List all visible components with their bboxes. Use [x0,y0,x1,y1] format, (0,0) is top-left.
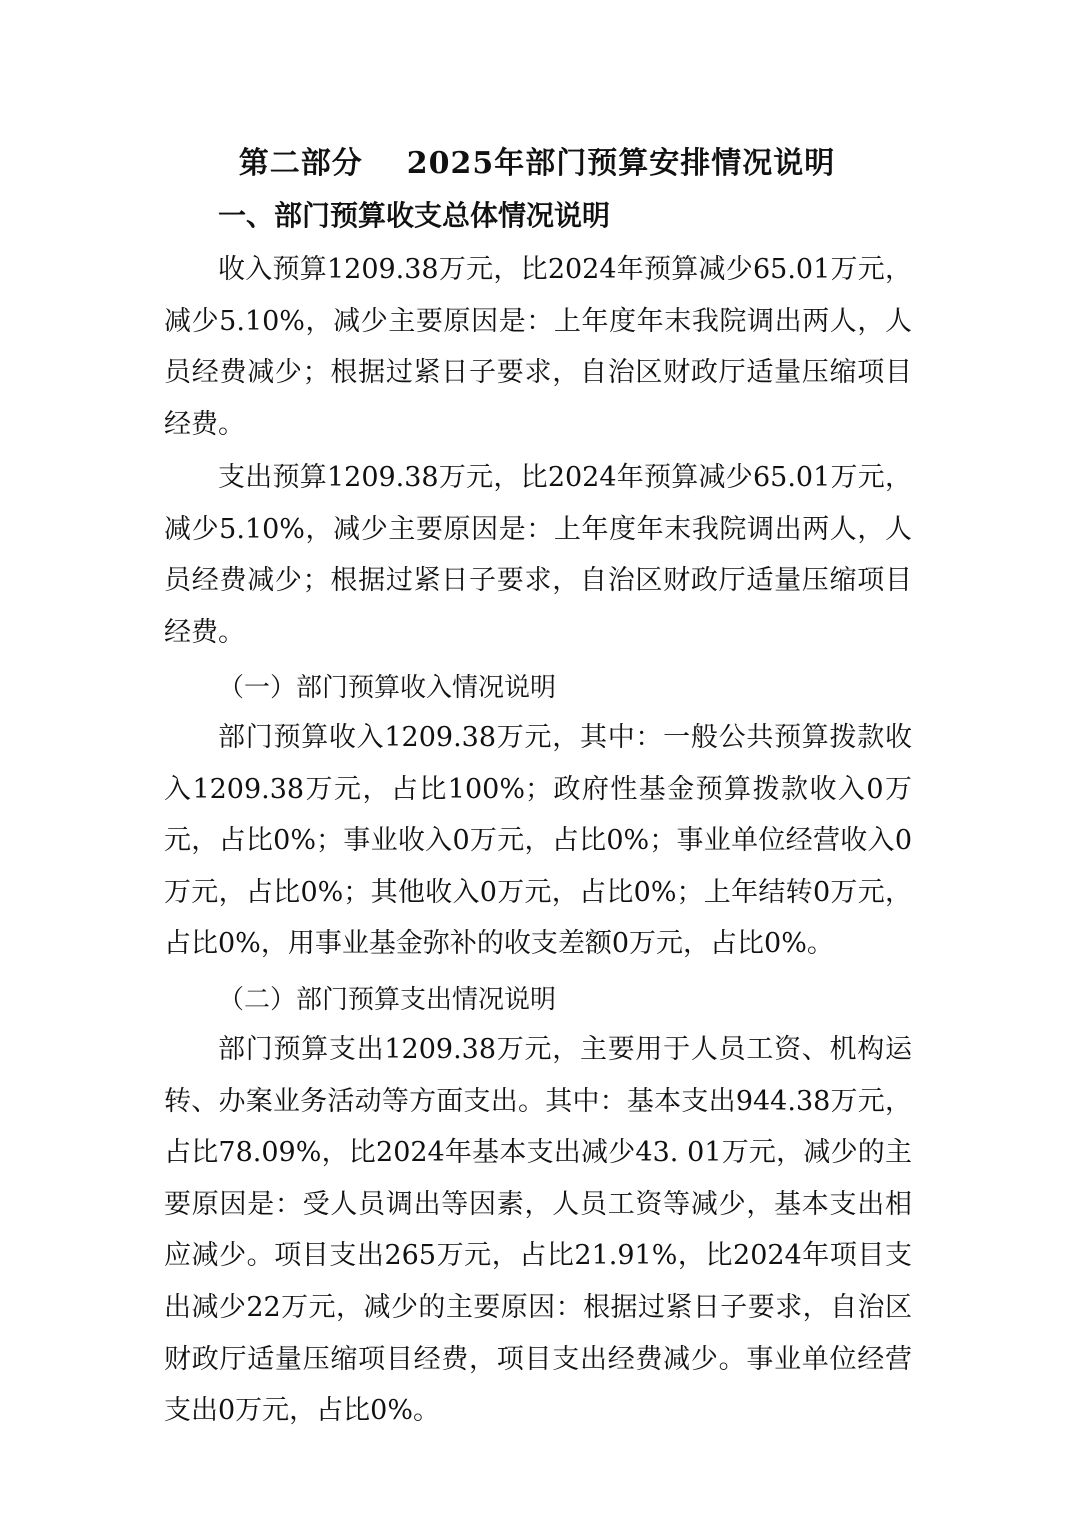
subsection2-heading: （二）部门预算支出情况说明 [218,985,557,1015]
title-main-text: 2025年部门预算安排情况说明 [406,146,836,181]
subsection1-heading: （一）部门预算收入情况说明 [218,673,557,703]
page-title [0,138,1074,182]
paragraph-income-detail: 部门预算收入1209.38万元，其中：一般公共预算拨款收入1209.38万元，占比100%；政府性基金预算拨款收入0万元，占比0%；事业收入0万元，占比0%；事业单位经营收入0万元，占比0%；其他收入0万元，占比0%；上年结转0万元，占比0%，用事业基金弥补的收支差额0万元，占比0%。 [164,722,912,960]
title-part-label: 第二部分 [238,146,363,181]
paragraph-income-overview: 收入预算1209.38万元，比2024年预算减少65.01万元，减少5.10%，减少主要原因是：上年度年末我院调出两人，人员经费减少；根据过紧日子要求，自治区财政厅适量压缩项目经费。 [164,254,912,440]
section1-heading: 一、部门预算收支总体情况说明 [218,199,611,232]
paragraph-expense-detail: 部门预算支出1209.38万元，主要用于人员工资、机构运转、办案业务活动等方面支出。其中：基本支出944.38万元，占比78.09%，比2024年基本支出减少43. 01万元，减少的主要原因是：受人员调出等因素，人员工资等减少，基本支出相应减少。项目支出265万元，占比21.91%，比2024年项目支出减少22万元，减少的主要原因：根据过紧日子要求，自治区财政厅适量压缩项目经费，项目支出经费减少。事业单位经营支出0万元，占比0%。 [164,1034,912,1427]
paragraph-expense-overview: 支出预算1209.38万元，比2024年预算减少65.01万元，减少5.10%，减少主要原因是：上年度年末我院调出两人，人员经费减少；根据过紧日子要求，自治区财政厅适量压缩项目经费。 [164,462,912,648]
